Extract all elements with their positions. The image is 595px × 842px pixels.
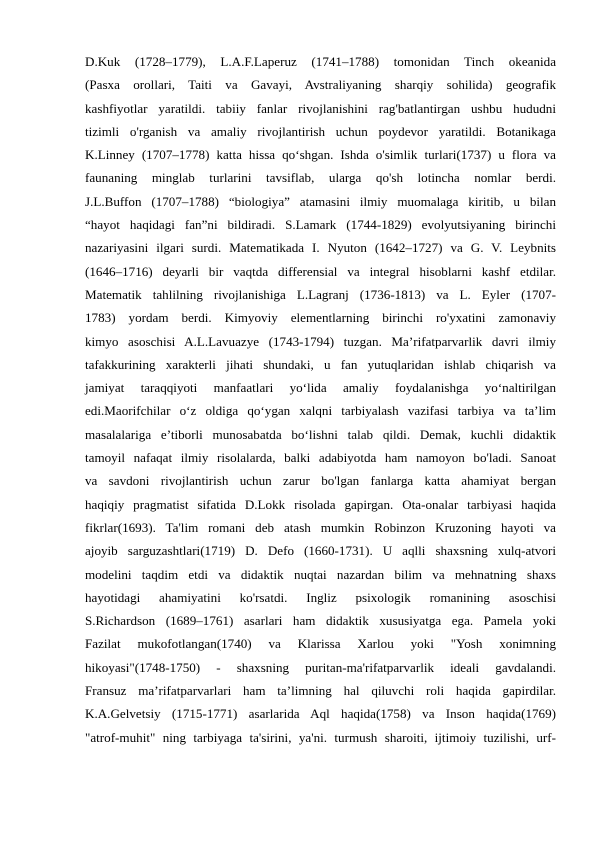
text-line: K.A.Gelvetsiy (1715-1771) asarlarida Aql haqida(1758) va Inson haqida(1769) [85, 706, 556, 722]
text-line: hikoyasi"(1748-1750) - shaxsning puritan-ma'rifatparvarlik ideali gavdalandi. [85, 659, 556, 675]
text-line: faunaning minglab turlarini tavsiflab, ularga qo'sh lotincha nomlar berdi. [85, 170, 556, 186]
text-line: va savdoni rivojlantirish uchun zarur bo'lgan fanlarga katta ahamiyat bergan [85, 473, 556, 489]
text-line: haqiqiy pragmatist sifatida D.Lokk risolada gapirgan. Ota-onalar tarbiyasi haqida [85, 496, 556, 512]
text-line: tamoyil nafaqat ilmiy risolalarda, balki adabiyotda ham namoyon bo'ladi. Sanoat [85, 450, 556, 466]
document-body [85, 50, 556, 749]
text-line: "atrof-muhit" ning tarbiyaga ta'sirini, ya'ni. turmush sharoiti, ijtimoiy tuzilishi, urf- [85, 729, 556, 745]
text-line: Fazilat mukofotlangan(1740) va Klarissa Xarlou yoki "Yosh xonimning [85, 636, 556, 652]
text-line: (1646–1716) deyarli bir vaqtda differensial va integral hisoblarni kashf etdilar. [85, 263, 556, 279]
text-line: “hayot haqidagi fan”ni bildiradi. S.Lamark (1744-1829) evolyutsiyaning birinchi [85, 217, 556, 233]
text-line: edi.Maorifchilar o‘z oldiga qo‘ygan xalqni tarbiyalash vazifasi tarbiya va ta’lim [85, 403, 556, 419]
text-line: 1783) yordam berdi. Kimyoviy elementlarning birinchi ro'yxatini zamonaviy [85, 310, 556, 326]
text-line: kimyo asoschisi A.L.Lavuazye (1743-1794) tuzgan. Ma’rifatparvarlik davri ilmiy [85, 333, 556, 349]
text-line: (Pasxa orollari, Taiti va Gavayi, Avstraliyaning sharqiy sohilida) geografik [85, 77, 556, 93]
text-line: K.Linney (1707–1778) katta hissa qo‘shgan. Ishda o'simlik turlari(1737) u flora va [85, 147, 556, 163]
text-line: J.L.Buffon (1707–1788) “biologiya” atamasini ilmiy muomalaga kiritib, u bilan [85, 193, 556, 209]
text-line: masalalariga e’tiborli munosabatda bo‘lishni talab qildi. Demak, kuchli didaktik [85, 426, 556, 442]
text-line: S.Richardson (1689–1761) asarlari ham didaktik xususiyatga ega. Pamela yoki [85, 613, 556, 629]
text-line: nazariyasini ilgari surdi. Matematikada I. Nyuton (1642–1727) va G. V. Leybnits [85, 240, 556, 256]
text-line: tizimli o'rganish va amaliy rivojlantirish uchun poydevor yaratildi. Botanikaga [85, 123, 556, 139]
text-line: fikrlar(1693). Ta'lim romani deb atash mumkin Robinzon Kruzoning hayoti va [85, 519, 556, 535]
text-line: kashfiyotlar yaratildi. tabiiy fanlar rivojlanishini rag'batlantirgan ushbu hududni [85, 100, 556, 116]
text-line: modelini taqdim etdi va didaktik nuqtai nazardan bilim va mehnatning shaxs [85, 566, 556, 582]
text-line: Matematik tahlilning rivojlanishiga L.Lagranj (1736-1813) va L. Eyler (1707- [85, 286, 556, 302]
text-line: jamiyat taraqqiyoti manfaatlari yo‘lida amaliy foydalanishga yo‘naltirilgan [85, 380, 556, 396]
text-line: ajoyib sarguzashtlari(1719) D. Defo (1660-1731). U aqlli shaxsning xulq-atvori [85, 543, 556, 559]
text-line: tafakkurining xarakterli jihati shundaki, u fan yutuqlaridan ishlab chiqarish va [85, 356, 556, 372]
text-line: hayotidagi ahamiyatini ko'rsatdi. Ingliz psixologik romanining asoschisi [85, 589, 556, 605]
text-line: Fransuz ma’rifatparvarlari ham ta’limning hal qiluvchi roli haqida gapirdilar. [85, 683, 556, 699]
text-line: D.Kuk (1728–1779), L.A.F.Laperuz (1741–1788) tomonidan Tinch okeanida [85, 54, 556, 69]
